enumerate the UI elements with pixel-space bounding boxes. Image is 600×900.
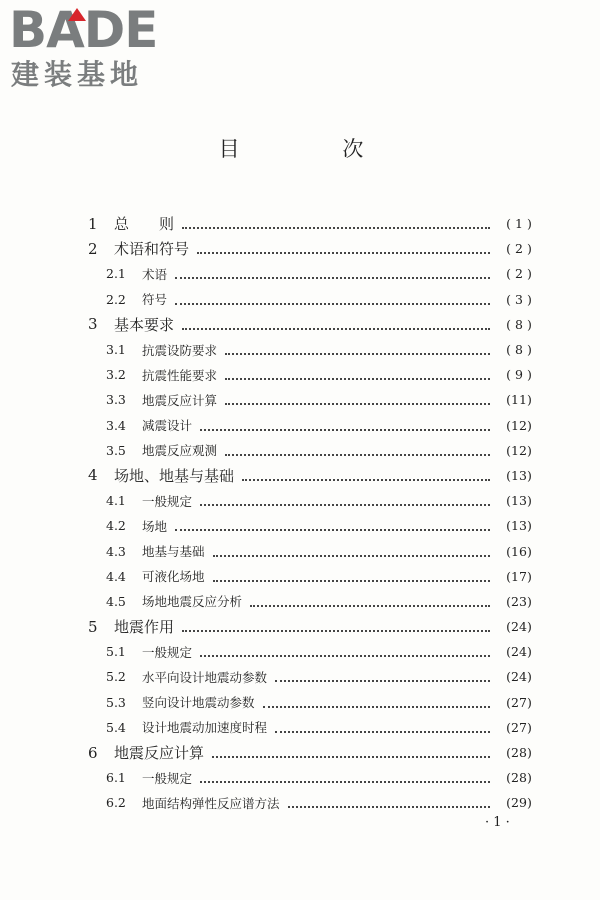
toc-entry-page: ( 8 ) [506, 342, 532, 358]
toc-entry-page: (11) [506, 392, 532, 408]
toc-entry-title: 术语和符号 [114, 240, 190, 259]
toc-entry-page: (12) [506, 417, 532, 433]
toc-chapter-entry[interactable] [0, 740, 600, 765]
toc-entry-title: 一般规定 [142, 770, 193, 786]
toc-entry-title: 抗震性能要求 [142, 367, 218, 383]
toc-dot-leader [182, 629, 490, 632]
toc-entry-title: 地面结构弹性反应谱方法 [142, 795, 280, 811]
toc-dot-leader [225, 377, 490, 380]
toc-entry-number: 3 [88, 315, 98, 334]
logo [9, 1, 179, 94]
toc-entry-title: 地基与基础 [142, 544, 205, 560]
toc-entry-title: 地震反应计算 [114, 744, 205, 763]
toc-entry-number: 5 [88, 617, 98, 636]
toc-entry-number: 3.4 [106, 417, 126, 433]
toc-entry-title: 抗震设防要求 [142, 342, 218, 358]
toc-entry-page: (29) [506, 795, 532, 811]
table-of-contents [0, 211, 600, 816]
toc-section-entry[interactable] [0, 664, 600, 689]
toc-entry-title: 水平向设计地震动参数 [142, 669, 268, 685]
toc-entry-number: 2 [88, 239, 98, 258]
toc-dot-leader [250, 604, 490, 607]
toc-dot-leader [200, 654, 490, 657]
toc-entry-number: 3.2 [106, 367, 126, 383]
toc-entry-number: 4.4 [106, 568, 126, 584]
page-title: 目 次 [218, 137, 412, 161]
toc-section-entry[interactable] [0, 639, 600, 664]
toc-entry-title: 术语 [142, 266, 168, 282]
toc-dot-leader [212, 755, 490, 758]
toc-section-entry[interactable] [0, 765, 600, 790]
toc-section-entry[interactable] [0, 387, 600, 412]
toc-entry-page: (27) [506, 719, 532, 735]
toc-dot-leader [263, 705, 490, 708]
toc-entry-page: (13) [506, 493, 532, 509]
toc-dot-leader [175, 528, 490, 531]
toc-section-entry[interactable] [0, 790, 600, 815]
toc-entry-title: 一般规定 [142, 493, 193, 509]
toc-entry-number: 3.5 [106, 442, 126, 458]
toc-dot-leader [242, 478, 490, 481]
toc-entry-page: (13) [506, 467, 532, 483]
toc-dot-leader [275, 730, 490, 733]
toc-entry-page: ( 2 ) [506, 266, 532, 282]
toc-entry-title: 符号 [142, 292, 168, 308]
toc-dot-leader [175, 276, 490, 279]
toc-entry-page: ( 2 ) [506, 241, 532, 257]
toc-section-entry[interactable] [0, 589, 600, 614]
toc-entry-title: 一般规定 [142, 644, 193, 660]
logo-triangle-icon [68, 8, 86, 21]
toc-entry-title: 场地 [142, 518, 168, 534]
toc-entry-page: (24) [506, 619, 532, 635]
toc-entry-number: 5.2 [106, 669, 126, 685]
toc-section-entry[interactable] [0, 438, 600, 463]
toc-entry-page: (24) [506, 644, 532, 660]
logo-wordmark: BADE [9, 1, 158, 59]
toc-entry-title: 地震反应观测 [142, 443, 218, 459]
toc-entry-number: 3.3 [106, 392, 126, 408]
toc-entry-number: 5.1 [106, 644, 126, 660]
toc-chapter-entry[interactable] [0, 463, 600, 488]
toc-section-entry[interactable] [0, 690, 600, 715]
toc-entry-number: 2.1 [106, 266, 126, 282]
toc-entry-title: 可液化场地 [142, 569, 205, 585]
toc-entry-page: (28) [506, 745, 532, 761]
toc-entry-number: 4 [88, 466, 98, 485]
toc-entry-title: 场地地震反应分析 [142, 594, 243, 610]
toc-dot-leader [213, 554, 490, 557]
toc-dot-leader [200, 780, 490, 783]
toc-chapter-entry[interactable] [0, 312, 600, 337]
toc-dot-leader [200, 503, 490, 506]
toc-entry-number: 4.2 [106, 518, 126, 534]
toc-dot-leader [182, 327, 490, 330]
toc-entry-title: 场地、地基与基础 [114, 466, 235, 485]
toc-section-entry[interactable] [0, 287, 600, 312]
toc-entry-page: (12) [506, 442, 532, 458]
toc-entry-number: 4.1 [106, 493, 126, 509]
toc-entry-number: 3.1 [106, 342, 126, 358]
toc-section-entry[interactable] [0, 261, 600, 286]
toc-dot-leader [175, 302, 490, 305]
toc-entry-title: 总 则 [114, 215, 175, 234]
toc-section-entry[interactable] [0, 538, 600, 563]
toc-entry-page: ( 1 ) [506, 216, 532, 232]
toc-entry-page: ( 9 ) [506, 367, 532, 383]
toc-entry-number: 6.2 [106, 795, 126, 811]
toc-chapter-entry[interactable] [0, 236, 600, 261]
toc-section-entry[interactable] [0, 337, 600, 362]
toc-entry-number: 5.4 [106, 719, 126, 735]
toc-dot-leader [225, 453, 490, 456]
toc-section-entry[interactable] [0, 564, 600, 589]
toc-entry-number: 5.3 [106, 694, 126, 710]
toc-entry-title: 竖向设计地震动参数 [142, 695, 255, 711]
toc-section-entry[interactable] [0, 362, 600, 387]
toc-entry-number: 6.1 [106, 770, 126, 786]
toc-entry-page: (23) [506, 593, 532, 609]
toc-chapter-entry[interactable] [0, 614, 600, 639]
toc-entry-page: (16) [506, 543, 532, 559]
toc-entry-page: (24) [506, 669, 532, 685]
toc-section-entry[interactable] [0, 715, 600, 740]
toc-dot-leader [213, 579, 490, 582]
toc-section-entry[interactable] [0, 488, 600, 513]
toc-entry-title: 减震设计 [142, 418, 193, 434]
toc-entry-number: 4.5 [106, 593, 126, 609]
logo-chinese-name: 建装基地 [11, 58, 144, 91]
toc-entry-page: (28) [506, 770, 532, 786]
toc-dot-leader [288, 805, 490, 808]
toc-entry-page: (27) [506, 694, 532, 710]
toc-entry-title: 地震反应计算 [142, 392, 218, 408]
toc-entry-page: (13) [506, 518, 532, 534]
toc-dot-leader [182, 226, 490, 229]
toc-entry-page: (17) [506, 568, 532, 584]
page-number: · 1 · [485, 815, 510, 830]
toc-entry-number: 1 [88, 214, 98, 233]
toc-entry-title: 设计地震动加速度时程 [142, 720, 268, 736]
toc-section-entry[interactable] [0, 513, 600, 538]
toc-entry-number: 4.3 [106, 543, 126, 559]
toc-entry-page: ( 8 ) [506, 316, 532, 332]
toc-entry-number: 2.2 [106, 291, 126, 307]
toc-dot-leader [225, 402, 490, 405]
toc-dot-leader [200, 428, 490, 431]
toc-section-entry[interactable] [0, 413, 600, 438]
toc-dot-leader [275, 679, 490, 682]
toc-entry-page: ( 3 ) [506, 291, 532, 307]
toc-entry-title: 地震作用 [114, 618, 175, 637]
toc-dot-leader [225, 352, 490, 355]
toc-entry-number: 6 [88, 743, 98, 762]
toc-dot-leader [197, 251, 490, 254]
toc-entry-title: 基本要求 [114, 315, 175, 334]
toc-chapter-entry[interactable] [0, 211, 600, 236]
